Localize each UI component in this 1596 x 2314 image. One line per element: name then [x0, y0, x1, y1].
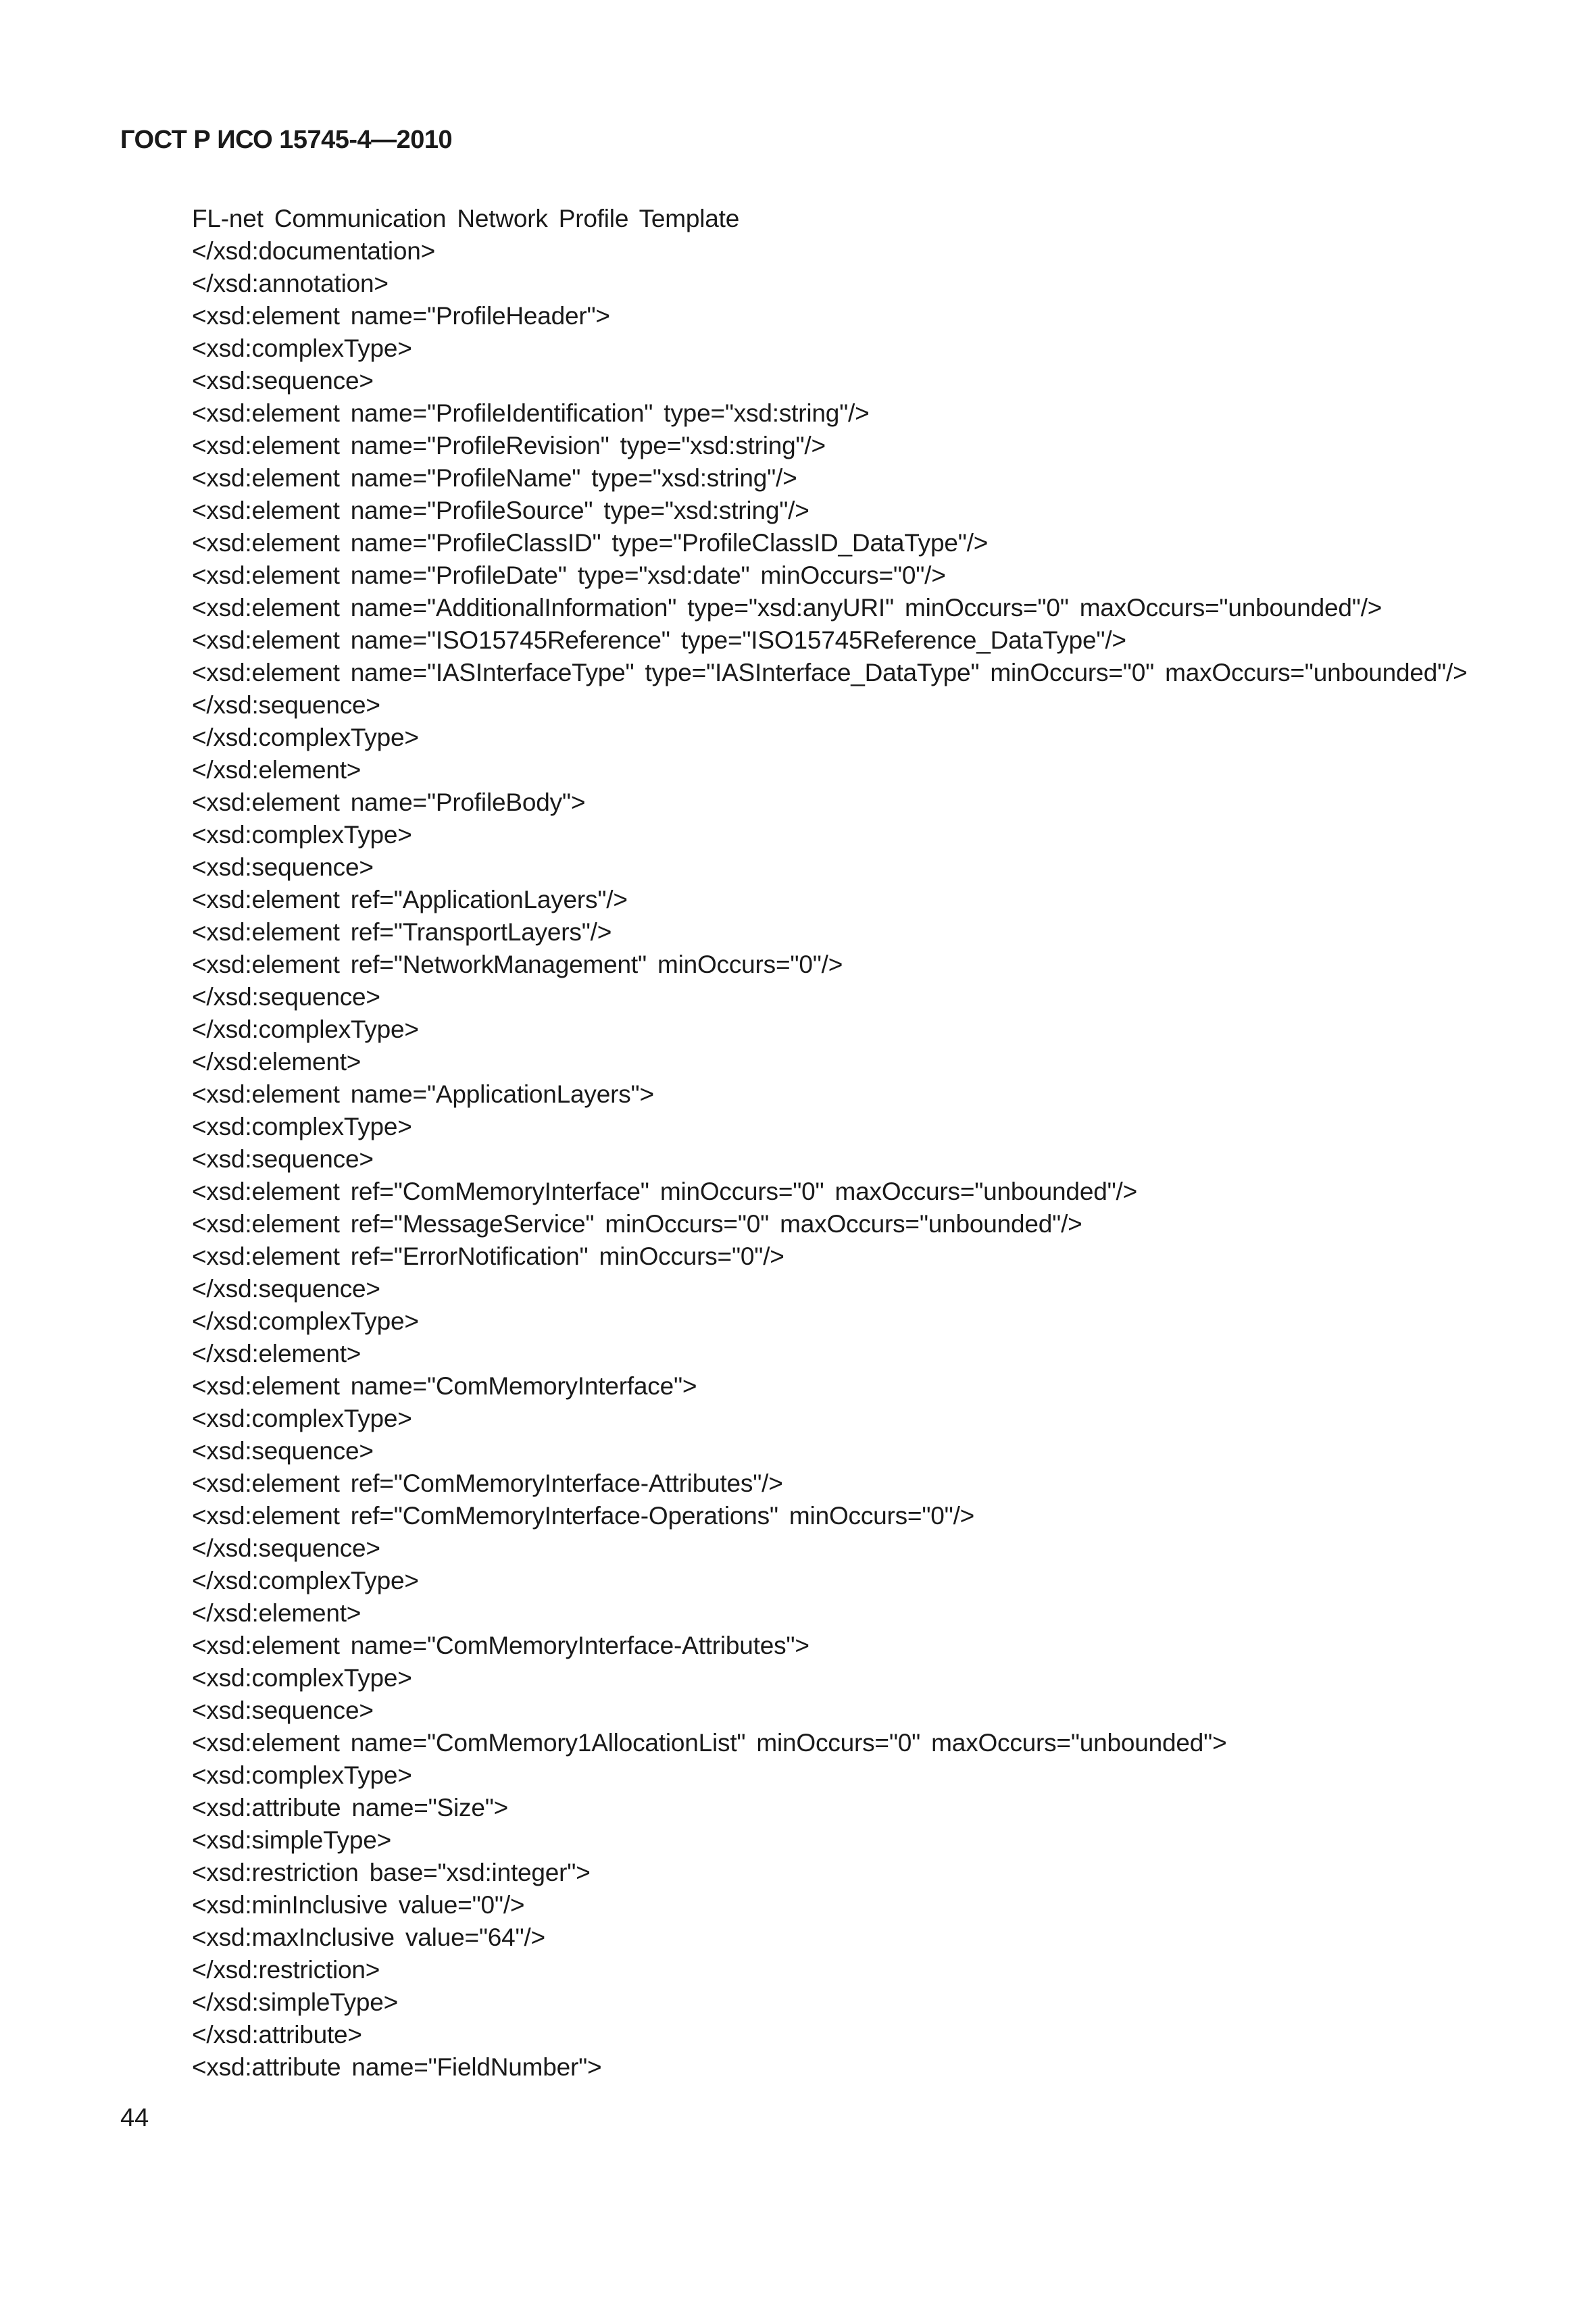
code-line: <xsd:element name="ApplicationLayers">: [192, 1080, 654, 1108]
code-line: </xsd:complexType>: [192, 1015, 419, 1043]
standard-header: ГОСТ Р ИСО 15745-4—2010: [120, 126, 453, 154]
code-line: <xsd:complexType>: [192, 1405, 412, 1432]
code-line: </xsd:restriction>: [192, 1956, 380, 1984]
code-line: <xsd:element name="ProfileBody">: [192, 788, 586, 816]
code-line: <xsd:element name="ComMemoryInterface">: [192, 1372, 697, 1400]
page-number: 44: [120, 2104, 149, 2132]
code-line: <xsd:element name="ProfileIdentification" type="xsd:string"/>: [192, 399, 870, 427]
code-line: <xsd:element name="ProfileDate" type="xsd:date" minOccurs="0"/>: [192, 561, 946, 589]
xsd-code-listing: [192, 203, 1468, 2084]
code-line: </xsd:sequence>: [192, 691, 380, 719]
code-line: </xsd:complexType>: [192, 1567, 419, 1594]
code-line: <xsd:element name="ComMemory1AllocationList" minOccurs="0" maxOccurs="unbounded">: [192, 1729, 1227, 1757]
code-line: <xsd:sequence>: [192, 1437, 374, 1465]
code-line: <xsd:element name="AdditionalInformation" type="xsd:anyURI" minOccurs="0" maxOccurs="unbounded"/>: [192, 594, 1382, 622]
code-line: <xsd:element ref="ComMemoryInterface-Operations" minOccurs="0"/>: [192, 1502, 975, 1530]
code-line: </xsd:element>: [192, 1599, 361, 1627]
code-line: </xsd:element>: [192, 1340, 361, 1367]
code-line: <xsd:element ref="ErrorNotification" minOccurs="0"/>: [192, 1242, 784, 1270]
code-line: </xsd:annotation>: [192, 270, 389, 297]
code-line: <xsd:element name="ProfileHeader">: [192, 302, 610, 330]
code-line: </xsd:attribute>: [192, 2021, 362, 2048]
code-line: <xsd:simpleType>: [192, 1826, 392, 1854]
code-line: <xsd:element ref="MessageService" minOccurs="0" maxOccurs="unbounded"/>: [192, 1210, 1082, 1238]
code-line: <xsd:element name="ProfileRevision" type="xsd:string"/>: [192, 432, 826, 459]
code-line: <xsd:restriction base="xsd:integer">: [192, 1859, 591, 1886]
code-line: <xsd:complexType>: [192, 1113, 412, 1140]
code-line: </xsd:simpleType>: [192, 1988, 399, 2016]
code-line: <xsd:element ref="TransportLayers"/>: [192, 918, 612, 946]
code-line: <xsd:element ref="ComMemoryInterface" minOccurs="0" maxOccurs="unbounded"/>: [192, 1178, 1137, 1205]
code-line: <xsd:sequence>: [192, 853, 374, 881]
code-line: <xsd:complexType>: [192, 821, 412, 849]
code-line: <xsd:element name="ProfileName" type="xsd:string"/>: [192, 464, 797, 492]
code-line: <xsd:complexType>: [192, 1664, 412, 1692]
code-line: <xsd:element ref="ComMemoryInterface-Attributes"/>: [192, 1469, 783, 1497]
code-line: </xsd:complexType>: [192, 724, 419, 751]
code-line: <xsd:element ref="ApplicationLayers"/>: [192, 886, 628, 913]
code-line: FL-net Communication Network Profile Template: [192, 205, 740, 232]
code-line: <xsd:attribute name="Size">: [192, 1794, 509, 1821]
code-line: <xsd:element name="ProfileClassID" type="ProfileClassID_DataType"/>: [192, 529, 989, 557]
code-line: <xsd:sequence>: [192, 1696, 374, 1724]
code-line: <xsd:element name="ComMemoryInterface-Attributes">: [192, 1632, 809, 1659]
code-line: </xsd:element>: [192, 1048, 361, 1076]
code-line: </xsd:documentation>: [192, 237, 436, 265]
code-line: </xsd:element>: [192, 756, 361, 784]
code-line: <xsd:minInclusive value="0"/>: [192, 1891, 525, 1919]
code-line: <xsd:maxInclusive value="64"/>: [192, 1923, 545, 1951]
code-line: </xsd:sequence>: [192, 983, 380, 1011]
code-line: <xsd:element ref="NetworkManagement" minOccurs="0"/>: [192, 951, 843, 978]
code-line: <xsd:sequence>: [192, 367, 374, 395]
code-line: <xsd:sequence>: [192, 1145, 374, 1173]
code-line: </xsd:sequence>: [192, 1275, 380, 1303]
code-line: </xsd:complexType>: [192, 1307, 419, 1335]
code-line: <xsd:element name="ISO15745Reference" type="ISO15745Reference_DataType"/>: [192, 626, 1126, 654]
code-line: <xsd:complexType>: [192, 334, 412, 362]
code-line: <xsd:attribute name="FieldNumber">: [192, 2053, 602, 2081]
code-line: </xsd:sequence>: [192, 1534, 380, 1562]
code-line: <xsd:element name="IASInterfaceType" type="IASInterface_DataType" minOccurs="0" maxOccurs="unbounded"/>: [192, 659, 1468, 686]
code-line: <xsd:element name="ProfileSource" type="xsd:string"/>: [192, 497, 809, 524]
code-line: <xsd:complexType>: [192, 1761, 412, 1789]
